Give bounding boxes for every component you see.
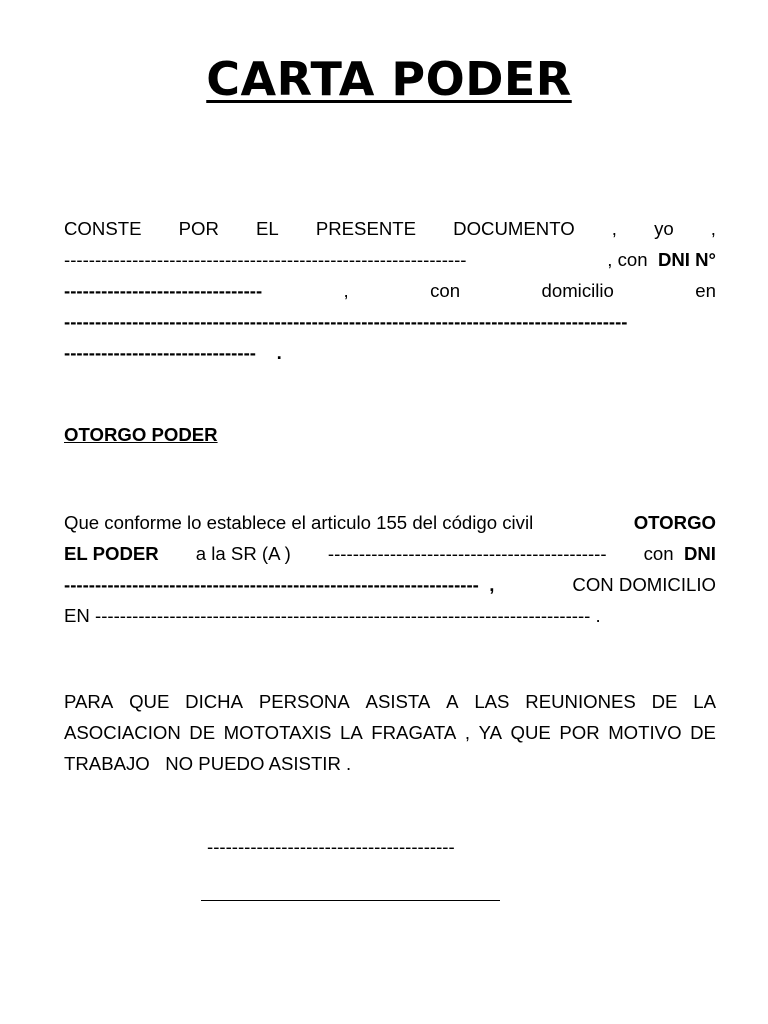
word: LAS: [474, 691, 510, 712]
word: A: [446, 691, 459, 712]
grant-line-1: [64, 507, 716, 538]
word: domicilio: [541, 280, 614, 301]
dni-blank: --------------------------------: [64, 280, 263, 301]
word: DICHA: [185, 691, 244, 712]
word: POR: [559, 722, 600, 743]
grant-paragraph: [64, 507, 716, 631]
grant-text: CON DOMICILIO: [572, 574, 716, 595]
word: FRAGATA: [371, 722, 457, 743]
word: DE: [690, 722, 716, 743]
period: .: [595, 605, 601, 626]
word: MOTOTAXIS: [223, 722, 332, 743]
declarant-line-5: [64, 337, 716, 368]
dni-label: DNI: [683, 543, 716, 564]
word: REUNIONES: [525, 691, 636, 712]
word: LA: [339, 722, 363, 743]
name-blank: -----------------------------------------------------------------: [64, 249, 467, 270]
word: MOTIVO: [608, 722, 682, 743]
representative-name-blank: ---------------------------------------------: [327, 543, 607, 564]
section-heading: OTORGO PODER: [64, 424, 218, 445]
address-blank: -------------------------------------------------------------------------------------------: [64, 311, 628, 332]
purpose-line-3: TRABAJO NO PUEDO ASISTIR .: [64, 753, 352, 774]
address-blank-end: -------------------------------: [64, 342, 256, 363]
declarant-line-4: [64, 306, 716, 337]
grant-bold: OTORGO: [633, 512, 716, 533]
comma: ,: [489, 574, 495, 595]
word: YA: [478, 722, 502, 743]
word: CONSTE: [64, 218, 142, 239]
word: ASISTA: [365, 691, 431, 712]
word: DOCUMENTO: [453, 218, 575, 239]
declarant-line-3: [64, 275, 716, 306]
signature-dashes: ----------------------------------------: [207, 836, 455, 857]
dni-group: [644, 538, 716, 569]
grant-text: a la SR (A ): [195, 543, 291, 564]
purpose-line-2: [64, 717, 716, 748]
word: PARA: [64, 691, 114, 712]
purpose-paragraph: [64, 686, 716, 779]
document-title-text: CARTA PODER: [206, 52, 572, 106]
word: DE: [189, 722, 216, 743]
word: ,: [611, 218, 617, 239]
signature-line: [201, 900, 500, 901]
word: ,: [464, 722, 471, 743]
word: QUE: [129, 691, 170, 712]
word: DE: [651, 691, 678, 712]
dni-blank-group: [64, 569, 494, 600]
grant-text: Que conforme lo establece el articulo 155 del código civil: [64, 512, 534, 533]
word: en: [695, 280, 716, 301]
con-text: con: [643, 543, 674, 564]
word: con: [430, 280, 461, 301]
address-blank: --------------------------------------------------------------------------------: [95, 605, 591, 626]
word: PRESENTE: [315, 218, 417, 239]
word: ASOCIACION: [64, 722, 181, 743]
declarant-line-1: [64, 213, 716, 244]
grant-line-2: [64, 538, 716, 569]
word: EL: [255, 218, 279, 239]
document-title: [0, 52, 768, 106]
word: PERSONA: [258, 691, 350, 712]
word: QUE: [510, 722, 551, 743]
period: .: [276, 342, 282, 363]
con-text: , con: [607, 249, 648, 270]
word: yo: [654, 218, 674, 239]
declarant-paragraph: [64, 213, 716, 368]
declarant-line-2: [64, 244, 716, 275]
grant-line-3: [64, 569, 716, 600]
grant-text: EN: [64, 605, 90, 626]
word: ,: [343, 280, 349, 301]
word: POR: [178, 218, 219, 239]
dni-blank: -------------------------------------------------------------------: [64, 574, 479, 595]
purpose-line-1: [64, 686, 716, 717]
dni-label-group: [607, 244, 716, 275]
dni-label: DNI N°: [657, 249, 716, 270]
grant-bold: EL PODER: [64, 543, 159, 564]
word: ,: [710, 218, 716, 239]
grant-line-4: [64, 600, 716, 631]
word: LA: [693, 691, 716, 712]
